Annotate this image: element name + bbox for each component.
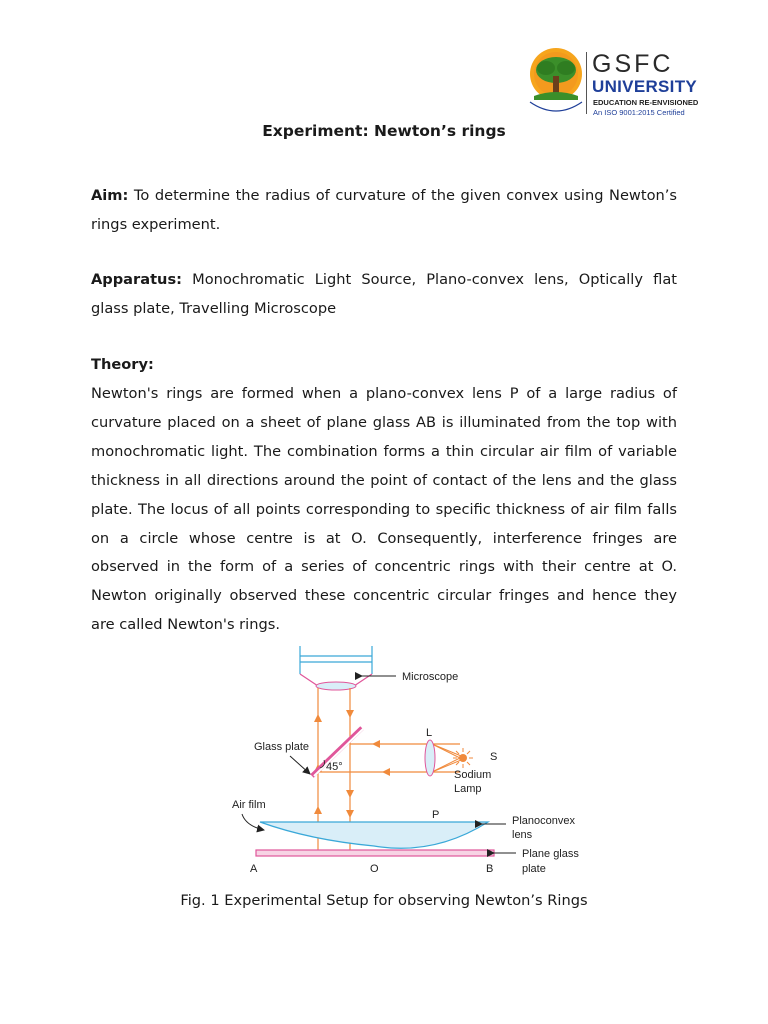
setup-diagram-svg bbox=[220, 642, 600, 882]
label-glass-plate: Glass plate bbox=[254, 741, 310, 753]
ray-arrow-icon bbox=[346, 710, 354, 718]
brand-sub: UNIVERSITY bbox=[592, 77, 698, 96]
figure-caption: Fig. 1 Experimental Setup for observing Newton’s Rings bbox=[180, 892, 588, 909]
theory-heading: Theory: bbox=[91, 356, 154, 373]
apparatus-paragraph bbox=[91, 266, 677, 324]
ray-arrow-icon bbox=[372, 740, 380, 748]
label-planoconvex: Planoconvex bbox=[512, 815, 575, 827]
apparatus-label: Apparatus: bbox=[91, 271, 182, 288]
brand-name: GSFC bbox=[592, 50, 674, 78]
university-logo bbox=[524, 46, 699, 122]
label-air-film: Air film bbox=[232, 799, 266, 811]
newtons-rings-diagram bbox=[220, 642, 600, 882]
label-o: O bbox=[370, 863, 379, 875]
microscope-icon bbox=[300, 646, 372, 690]
label-angle: 45° bbox=[326, 761, 343, 773]
brand-separator bbox=[586, 52, 587, 114]
sodium-lamp-icon bbox=[453, 748, 473, 768]
theory-paragraph: Newton's rings are formed when a plano-convex lens P of a large radius of curvature placed on a sheet of plane glass AB is illuminated from the top with monochromatic light. The combination forms a thin circular air film of variable thickness in all directions around the point of contact of the lens and the glass plate. The locus of all points corresponding to specific thickness of air film falls on a circle whose centre is at O. Consequently, interference fringes are observed in the form of a series of concentric rings with their centre at O. Newton originally observed these concentric circular fringes and hence they are called Newton's rings. bbox=[91, 385, 677, 634]
label-b: B bbox=[486, 863, 494, 875]
label-plane-glass: Plane glass bbox=[522, 848, 579, 860]
label-microscope: Microscope bbox=[402, 671, 459, 683]
ray-arrow-icon bbox=[382, 768, 390, 776]
glass-plate-pointer bbox=[290, 756, 310, 774]
label-source-s: S bbox=[490, 751, 498, 763]
brand-tagline: EDUCATION RE-ENVISIONED bbox=[593, 98, 699, 107]
label-plate: plate bbox=[522, 863, 546, 875]
label-lamp: Lamp bbox=[454, 783, 482, 795]
label-planoconvex-lens: lens bbox=[512, 829, 533, 841]
label-lens-l: L bbox=[426, 727, 433, 739]
lens-l-icon bbox=[425, 740, 435, 776]
label-p: P bbox=[432, 809, 440, 821]
apparatus-text: Monochromatic Light Source, Plano-convex lens, Optically flat glass plate, Travelling Microscope bbox=[91, 271, 677, 317]
brand-certification: An ISO 9001:2015 Certified bbox=[593, 108, 685, 117]
tree-sun-emblem-icon bbox=[524, 46, 588, 122]
ray-arrow-icon bbox=[346, 790, 354, 798]
label-sodium: Sodium bbox=[454, 769, 492, 781]
aim-label: Aim: bbox=[91, 187, 129, 204]
ray-arrow-icon bbox=[314, 806, 322, 814]
plane-glass-plate-icon bbox=[256, 850, 494, 856]
aim-paragraph bbox=[91, 182, 677, 240]
planoconvex-lens-icon bbox=[260, 822, 488, 848]
page-title: Experiment: Newton’s rings bbox=[262, 122, 506, 140]
aim-text: To determine the radius of curvature of the given convex using Newton’s rings experiment. bbox=[91, 187, 677, 233]
ray-arrow-icon bbox=[346, 810, 354, 818]
ray-arrow-icon bbox=[314, 714, 322, 722]
label-a: A bbox=[250, 863, 258, 875]
